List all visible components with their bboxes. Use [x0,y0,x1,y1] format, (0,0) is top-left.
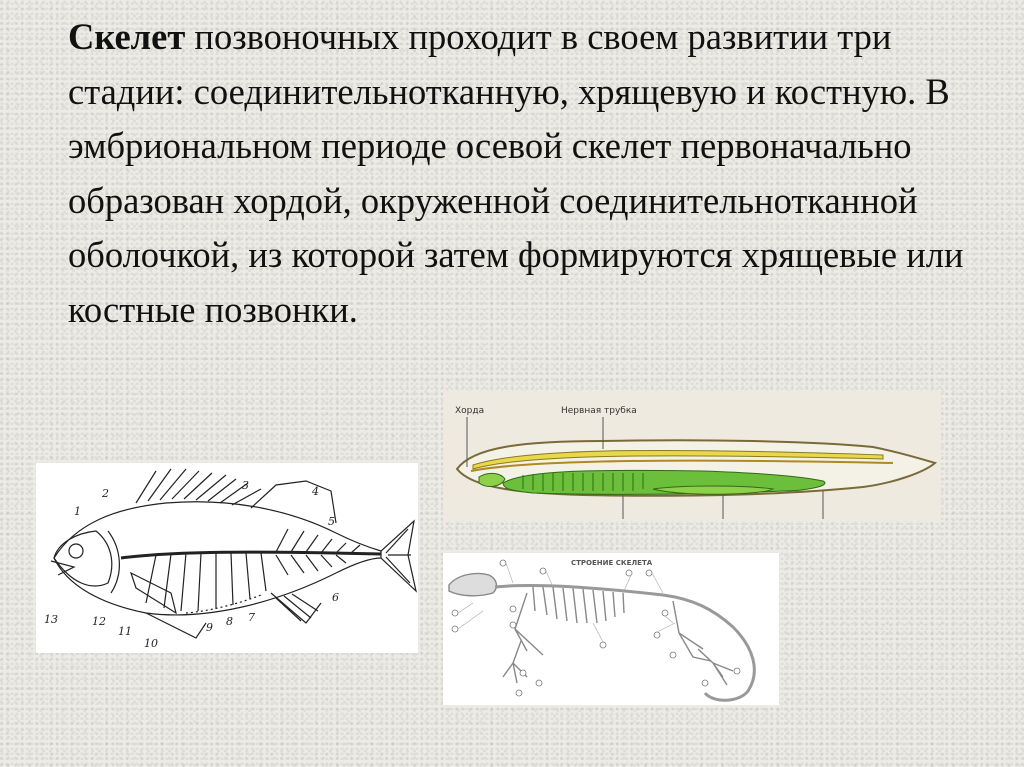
embryo-notochord-figure [443,391,941,521]
fish-label-12: 12 [92,615,106,628]
fish-label-8: 8 [226,615,233,628]
fish-label-10: 10 [144,637,158,650]
lizard-skeleton-drawing [443,553,779,705]
fish-label-13: 13 [44,613,58,626]
slide-paragraph [68,10,988,337]
fish-label-1: 1 [74,505,81,518]
lizard-figure-title: СТРОЕНИЕ СКЕЛЕТА [571,559,653,567]
label-notochord: Хорда [455,406,485,416]
fish-label-5: 5 [328,515,335,528]
paragraph-body: позвоночных проходит в своем развитии три стадии: соединительнотканную, хрящевую и костную. В эмбриональном периоде осевой скелет первоначально образован хордой, окруженной соединительнотканной оболочкой, из которой затем формируются хрящевые или костные позвонки. [68,16,964,330]
fish-label-4: 4 [312,485,319,498]
embryo-drawing [443,391,941,521]
fish-skeleton-drawing [36,463,418,653]
label-neural-tube: Нервная трубка [561,406,637,416]
lead-word: Скелет [68,16,186,57]
fish-label-11: 11 [118,625,132,638]
fish-skeleton-figure [36,463,418,653]
fish-label-6: 6 [332,591,339,604]
fish-label-2: 2 [102,487,109,500]
fish-label-9: 9 [206,621,213,634]
fish-label-3: 3 [242,479,249,492]
fish-label-7: 7 [248,611,255,624]
lizard-skeleton-figure [443,553,779,705]
